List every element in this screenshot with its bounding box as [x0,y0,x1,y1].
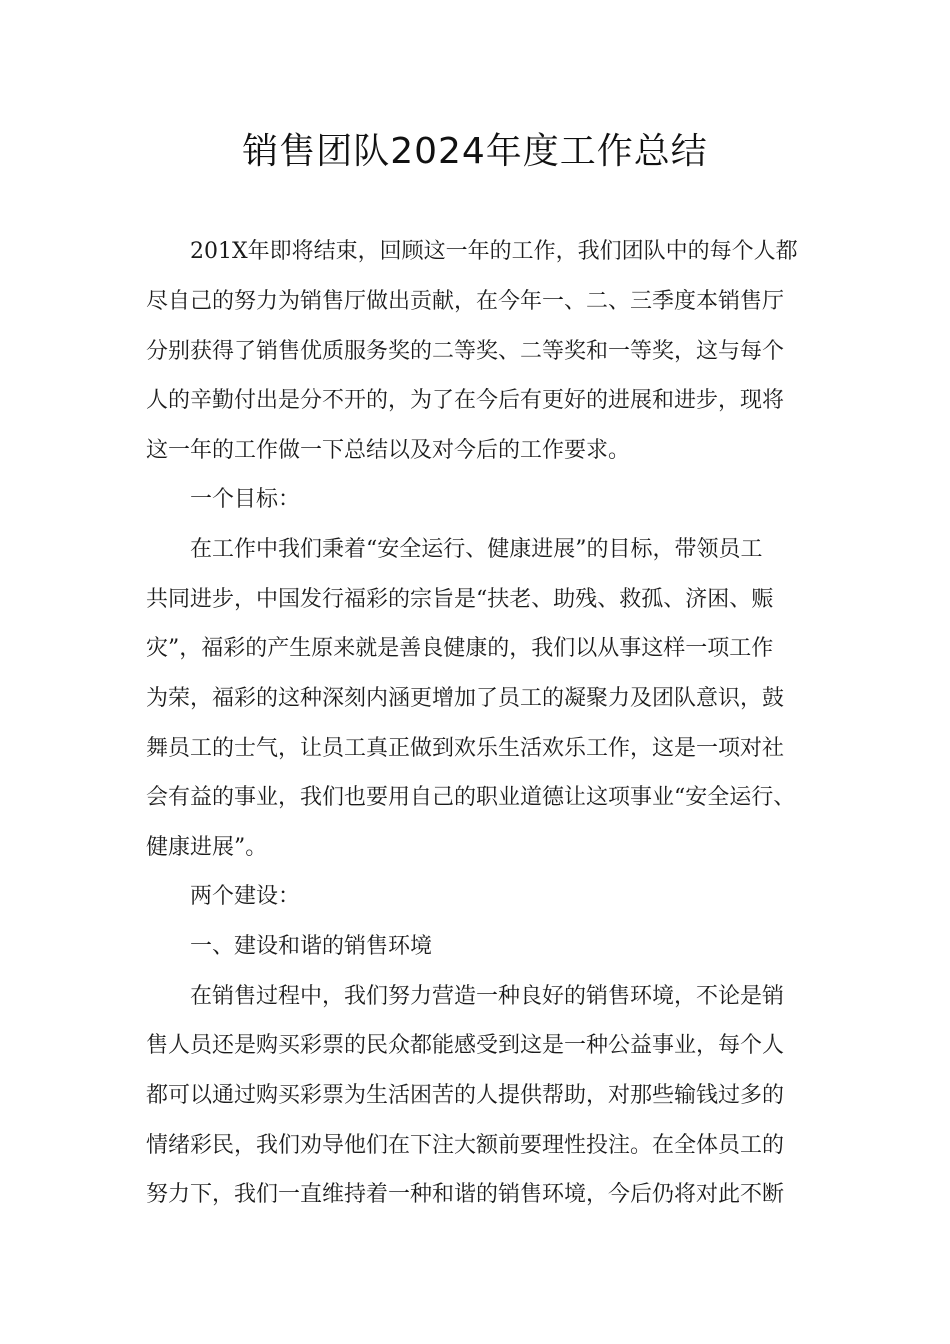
paragraph-line: 会有益的事业，我们也要用自己的职业道德让这项事业“安全运行、 [146,785,796,810]
paragraph-line: 这一年的工作做一下总结以及对今后的工作要求。 [146,438,631,463]
paragraph-line: 健康进展”。 [146,835,268,860]
paragraph-line: 灾”，福彩的产生原来就是善良健康的，我们以从事这样一项工作 [146,636,774,661]
document-title: 销售团队2024年度工作总结 [242,131,708,172]
paragraph-line: 售人员还是购买彩票的民众都能感受到这是一种公益事业，每个人 [146,1033,785,1058]
paragraph-line: 在销售过程中，我们努力营造一种良好的销售环境，不论是销 [190,984,785,1009]
paragraph-line: 人的辛勤付出是分不开的，为了在今后有更好的进展和进步，现将 [146,388,785,413]
paragraph-line: 在工作中我们秉着“安全运行、健康进展”的目标，带领员工 [190,537,763,562]
paragraph-line: 都可以通过购买彩票为生活困苦的人提供帮助，对那些输钱过多的 [146,1083,785,1108]
paragraph-line: 努力下，我们一直维持着一种和谐的销售环境，今后仍将对此不断 [146,1182,785,1207]
subsection-heading: 一、建设和谐的销售环境 [190,934,433,959]
paragraph-line: 分别获得了销售优质服务奖的二等奖、二等奖和一等奖，这与每个 [146,339,785,364]
section-heading: 两个建设： [190,884,301,909]
paragraph-line: 舞员工的士气，让员工真正做到欢乐生活欢乐工作，这是一项对社 [146,736,785,761]
paragraph-line: 情绪彩民，我们劝导他们在下注大额前要理性投注。在全体员工的 [146,1133,785,1158]
paragraph-line: 尽自己的努力为销售厅做出贡献，在今年一、二、三季度本销售厅 [146,289,785,314]
section-heading: 一个目标： [190,487,301,512]
paragraph-line: 共同进步，中国发行福彩的宗旨是“扶老、助残、救孤、济困、赈 [146,587,774,612]
paragraph-line: 201X年即将结束，回顾这一年的工作，我们团队中的每个人都 [190,239,798,264]
paragraph-line: 为荣，福彩的这种深刻内涵更增加了员工的凝聚力及团队意识，鼓 [146,686,785,711]
